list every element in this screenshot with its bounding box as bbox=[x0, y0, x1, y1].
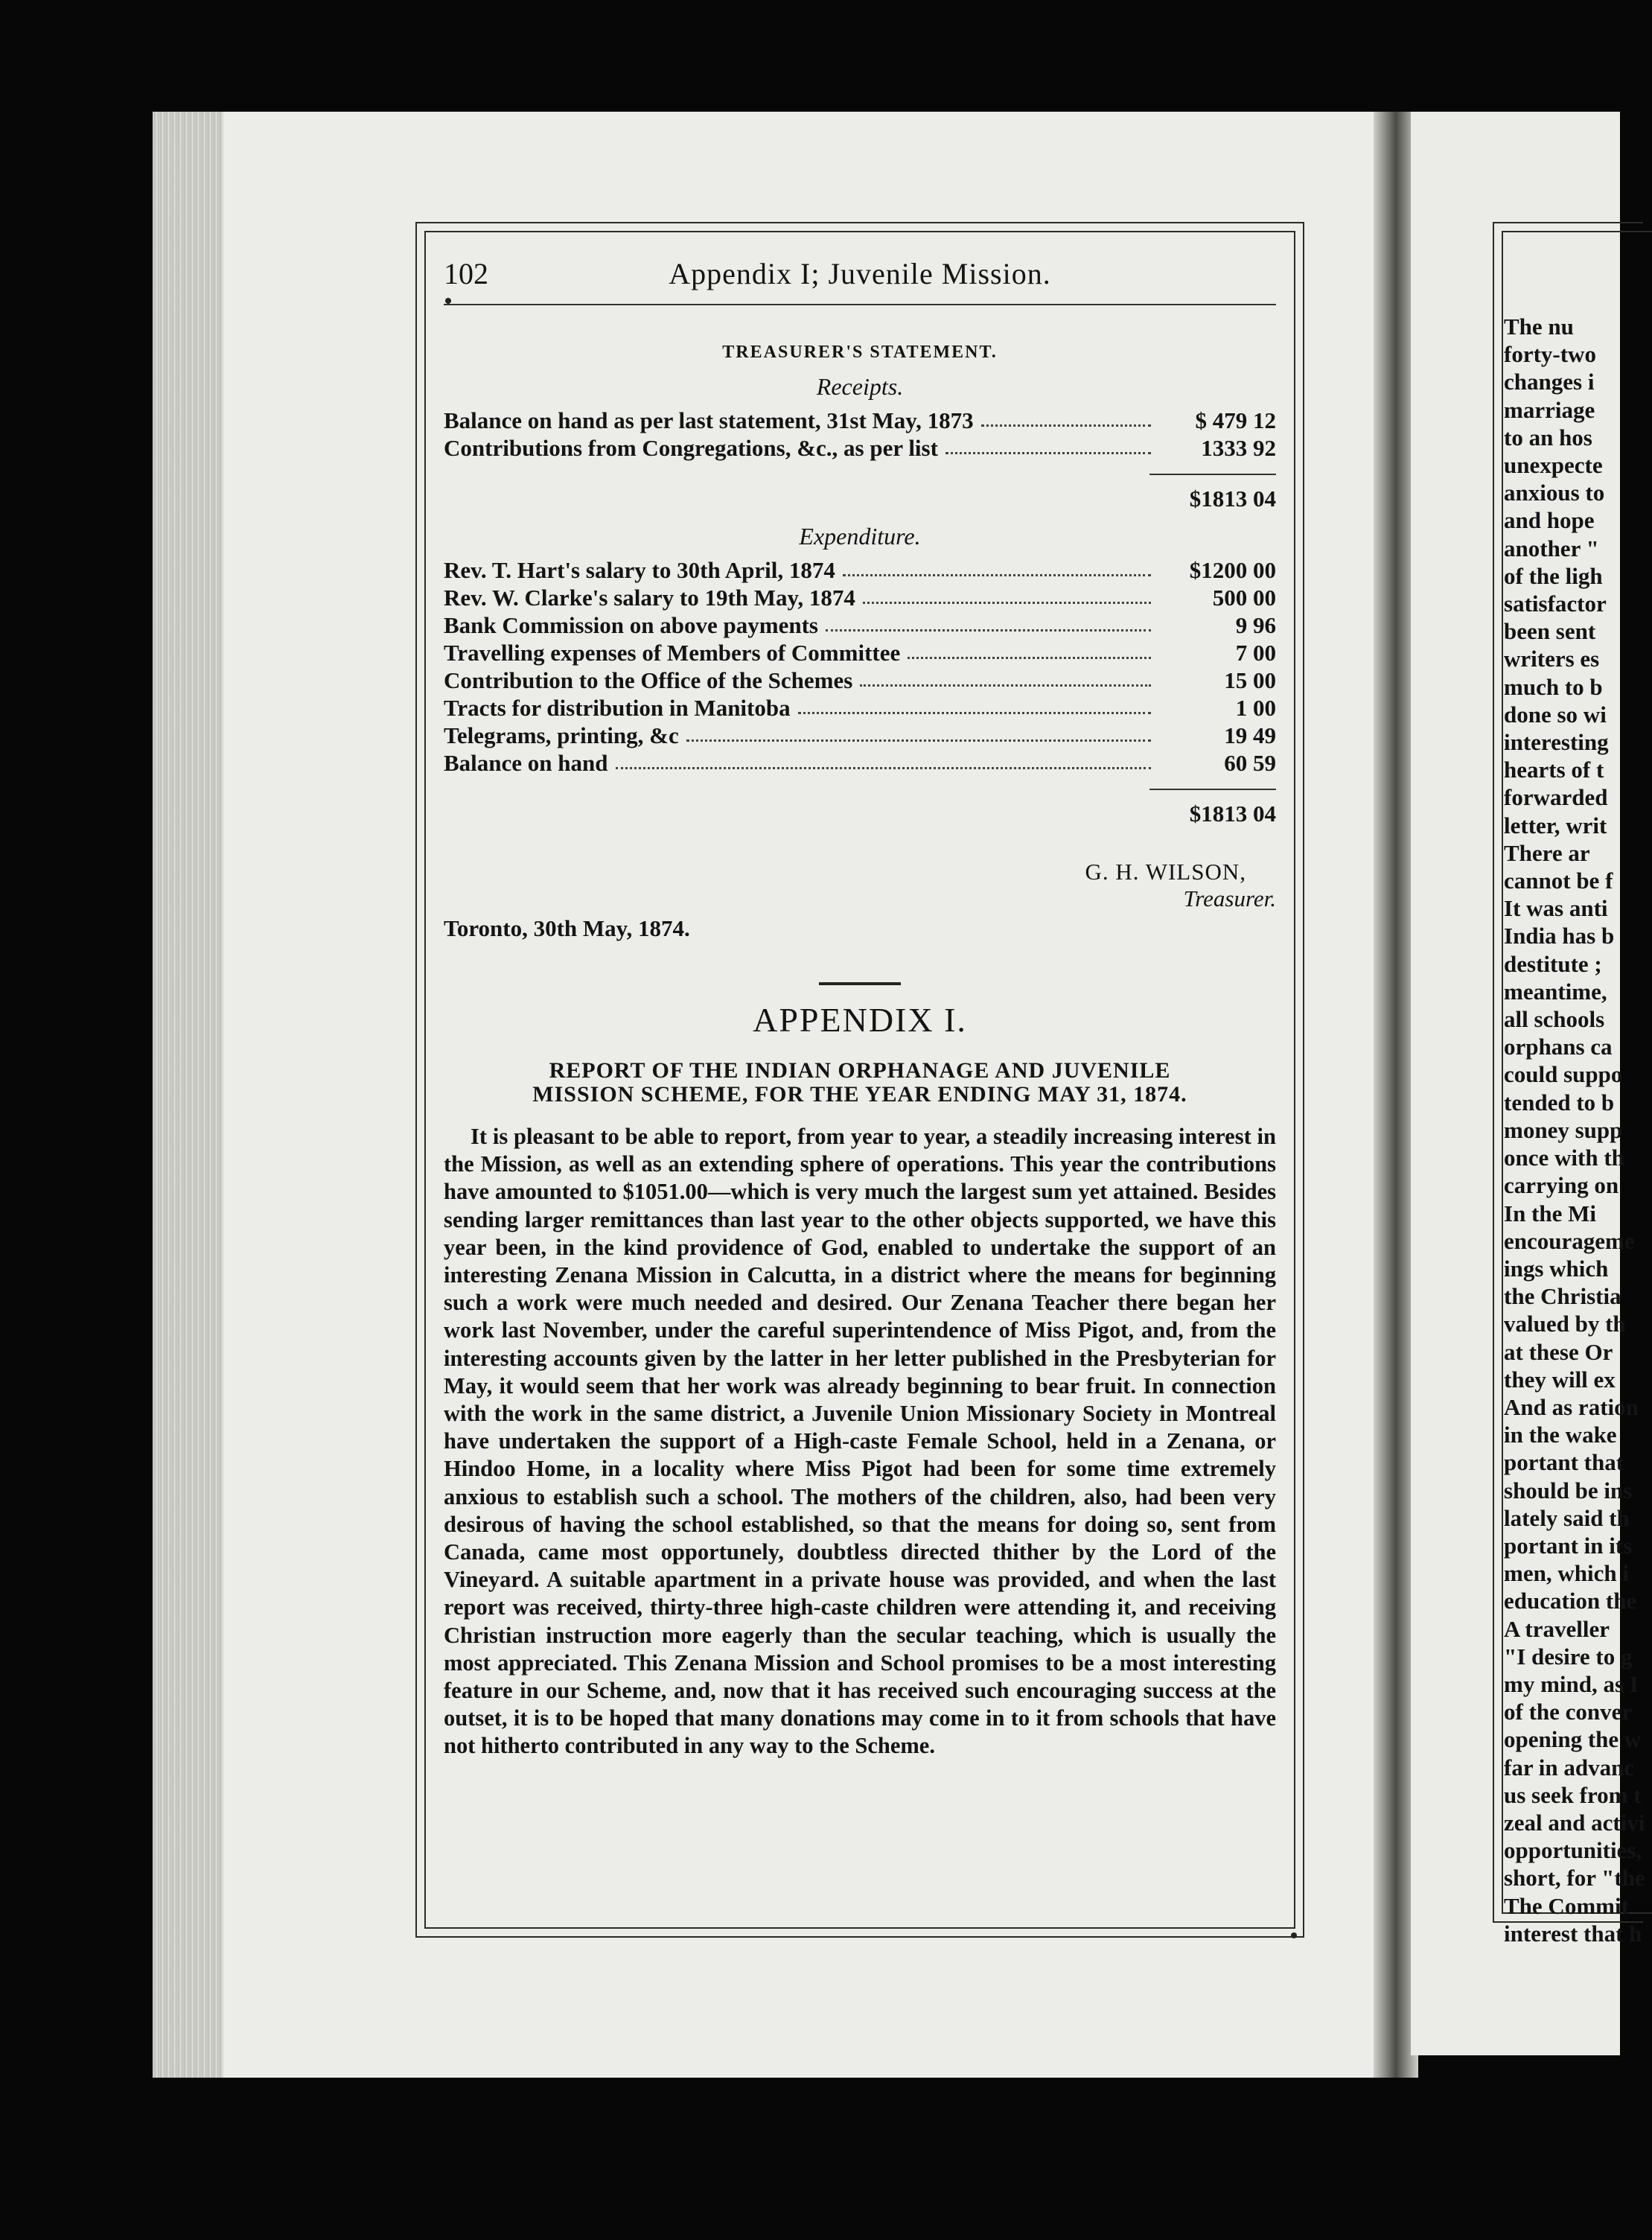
facing-page-line: the Christia bbox=[1504, 1283, 1621, 1310]
report-body: It is pleasant to be able to report, from year to year, a steadily increasing interest in the Mission, as well as an extending sphere of operations. This year the contributions have amounted to $1051.00—which is very much the largest sum yet attained. Besides sending larger remittances than last year to the other objects supported, we have this year been, in the kind providence of God, enabled to undertake the support of an interesting Zenana Mission in Calcutta, in a district where the means for beginning such a work were much needed and desired. Our Zenana Teacher there began her work last November, under the careful superintendence of Miss Pigot, and, from the interesting accounts given by the latter in her letter published in the Presbyterian for May, it would seem that her work was already beginning to bear fruit. In connection with the work in the same district, a Juvenile Union Missionary Society in Montreal have undertaken the support of a High-caste Female School, held in a Zenana, or Hindoo Home, in a locality where Miss Pigot had been for some time extremely anxious to establish such a school. The mothers of the children, also, had been very desirous of having the school established, so that the means for doing so, sent from Canada, came most opportunely, doubtless directed thither by the Lord of the Vineyard. A suitable apartment in a private house was provided, and when the last report was received, thirty-three high-caste children were attending it, and receiving Christian instruction more eagerly than the secular teaching, which is usually the most appreciated. This Zenana Mission and School promises to be a most interesting feature in our Scheme, and, now that it has received such encouraging success at the outset, it is to be hoped that many donations may come in to it from schools that have not hitherto contributed in any way to the Scheme. bbox=[444, 1124, 1276, 1759]
expenditure-row bbox=[444, 749, 1276, 777]
receipt-amount: $ 479 12 bbox=[1195, 407, 1276, 433]
expenditure-total-rule bbox=[1149, 789, 1276, 790]
expenditure-amount: 15 00 bbox=[1224, 667, 1276, 693]
facing-page-line: education the bbox=[1504, 1588, 1637, 1614]
facing-page-line: "I desire to g bbox=[1504, 1643, 1633, 1670]
statement-title: TREASURER'S STATEMENT. bbox=[722, 343, 998, 362]
facing-page-line: men, which i bbox=[1504, 1560, 1629, 1587]
report-title-line: REPORT OF THE INDIAN ORPHANAGE AND JUVENILE bbox=[549, 1058, 1171, 1083]
facing-page-line: and hope bbox=[1504, 507, 1595, 534]
facing-page-line: interest that h bbox=[1504, 1920, 1642, 1947]
expenditure-row bbox=[444, 556, 1276, 584]
facing-page-line: zeal and activi bbox=[1504, 1809, 1645, 1836]
facing-page-line: forty-two bbox=[1504, 341, 1596, 368]
facing-page-line: India has b bbox=[1504, 923, 1615, 949]
facing-page-line: encourageme bbox=[1504, 1227, 1635, 1254]
facing-page-line: at these Or bbox=[1504, 1338, 1613, 1365]
leader-dots bbox=[686, 722, 1151, 742]
expenditure-row bbox=[444, 584, 1276, 611]
facing-page-line: could suppo bbox=[1504, 1061, 1623, 1088]
facing-page-line: far in advanc bbox=[1504, 1754, 1635, 1781]
section-divider bbox=[819, 982, 901, 985]
facing-page-line: carrying on bbox=[1504, 1172, 1619, 1199]
facing-page-line: valued by th bbox=[1504, 1311, 1626, 1337]
facing-page-line: satisfactor bbox=[1504, 591, 1607, 617]
expenditure-amount: 1 00 bbox=[1235, 695, 1276, 721]
facing-page-line: The Commit bbox=[1504, 1892, 1629, 1919]
receipts-heading: Receipts. bbox=[816, 373, 904, 400]
facing-page-line: changes i bbox=[1504, 369, 1595, 395]
leader-dots bbox=[860, 666, 1151, 687]
leader-dots bbox=[826, 611, 1151, 631]
receipts-total: $1813 04 bbox=[1189, 486, 1276, 512]
page-number: 102 bbox=[444, 257, 488, 290]
facing-page-line: letter, writ bbox=[1504, 812, 1607, 839]
receipt-label: Contributions from Congregations, &c., as per list bbox=[444, 435, 938, 461]
expenditure-label: Rev. W. Clarke's salary to 19th May, 1874 bbox=[444, 585, 855, 611]
page-header bbox=[444, 246, 1276, 298]
facing-page-line: opening the w bbox=[1504, 1726, 1642, 1753]
facing-page-line: all schools bbox=[1504, 1006, 1605, 1033]
expenditure-row bbox=[444, 666, 1276, 694]
leader-dots bbox=[843, 556, 1151, 576]
report-title-line: MISSION SCHEME, FOR THE YEAR ENDING MAY 31, 1874. bbox=[532, 1082, 1187, 1107]
facing-page-line: of the ligh bbox=[1504, 562, 1603, 589]
expenditure-amount: 500 00 bbox=[1212, 585, 1276, 611]
facing-page-line: lately said th bbox=[1504, 1504, 1630, 1531]
leader-dots bbox=[945, 434, 1151, 454]
left-page-content bbox=[444, 246, 1276, 1760]
expenditure-label: Tracts for distribution in Manitoba bbox=[444, 695, 791, 721]
facing-page-line: The nu bbox=[1504, 314, 1574, 340]
expenditure-amount: 7 00 bbox=[1235, 640, 1276, 666]
facing-page-line: done so wi bbox=[1504, 701, 1607, 728]
facing-page-line: hearts of t bbox=[1504, 757, 1604, 783]
signer-title: Treasurer. bbox=[1183, 885, 1276, 911]
expenditure-amount: 19 49 bbox=[1224, 722, 1276, 748]
header-rule bbox=[444, 304, 1276, 305]
facing-page-line: portant that bbox=[1504, 1449, 1624, 1476]
facing-page-line: unexpecte bbox=[1504, 452, 1603, 479]
facing-page-line: should be ins bbox=[1504, 1477, 1633, 1504]
facing-page-line: opportunities, bbox=[1504, 1837, 1642, 1864]
facing-page-line: And as ration bbox=[1504, 1393, 1639, 1420]
print-speck bbox=[445, 298, 451, 304]
appendix-heading: APPENDIX I. bbox=[753, 1001, 967, 1039]
facing-page-line: us seek from t bbox=[1504, 1781, 1642, 1808]
expenditure-label: Travelling expenses of Members of Committee bbox=[444, 640, 901, 666]
facing-page-line: ings which bbox=[1504, 1255, 1609, 1282]
facing-page-line: orphans ca bbox=[1504, 1034, 1613, 1060]
print-speck bbox=[1291, 1932, 1297, 1938]
expenditure-total: $1813 04 bbox=[1189, 801, 1276, 827]
facing-page-line: anxious to bbox=[1504, 480, 1605, 506]
running-head: Appendix I; Juvenile Mission. bbox=[669, 257, 1051, 290]
leader-dots bbox=[616, 749, 1151, 769]
expenditure-amount: $1200 00 bbox=[1189, 557, 1276, 583]
facing-page-line: cannot be f bbox=[1504, 868, 1613, 894]
signer-name: G. H. WILSON, bbox=[1085, 859, 1246, 885]
leader-dots bbox=[981, 407, 1151, 427]
expenditure-label: Balance on hand bbox=[444, 750, 608, 776]
expenditure-row bbox=[444, 611, 1276, 639]
facing-page-line: A traveller bbox=[1504, 1615, 1610, 1642]
facing-page-line: to an hos bbox=[1504, 424, 1592, 451]
facing-page-line: been sent bbox=[1504, 618, 1596, 645]
report-title bbox=[444, 1059, 1276, 1107]
expenditure-list bbox=[444, 556, 1276, 777]
facing-page-text bbox=[1504, 313, 1645, 1947]
facing-page-line: interesting bbox=[1504, 729, 1609, 756]
expenditure-label: Telegrams, printing, &c bbox=[444, 722, 679, 748]
facing-page-line: tended to b bbox=[1504, 1089, 1615, 1116]
facing-page-line: in the wake bbox=[1504, 1422, 1617, 1448]
place-date: Toronto, 30th May, 1874. bbox=[444, 915, 690, 941]
facing-page-line: destitute ; bbox=[1504, 950, 1602, 977]
receipts-list bbox=[444, 407, 1276, 462]
expenditure-amount: 60 59 bbox=[1224, 750, 1276, 776]
receipt-label: Balance on hand as per last statement, 31st May, 1873 bbox=[444, 407, 974, 433]
facing-page-line: meantime, bbox=[1504, 978, 1607, 1005]
facing-page-line: There ar bbox=[1504, 839, 1590, 866]
receipts-total-rule bbox=[1149, 474, 1276, 475]
facing-page-line: they will ex bbox=[1504, 1366, 1616, 1393]
facing-page-line: forwarded bbox=[1504, 784, 1608, 811]
facing-page-line: portant in its bbox=[1504, 1532, 1633, 1559]
receipt-row bbox=[444, 407, 1276, 434]
facing-page-line: marriage bbox=[1504, 396, 1595, 423]
facing-page-line: another " bbox=[1504, 535, 1599, 561]
facing-page-line: my mind, as I bbox=[1504, 1670, 1639, 1697]
facing-page-line: money supp bbox=[1504, 1116, 1623, 1143]
facing-page-line: It was anti bbox=[1504, 895, 1608, 922]
receipt-amount: 1333 92 bbox=[1201, 435, 1276, 461]
expenditure-row bbox=[444, 639, 1276, 666]
facing-page-line: once with th bbox=[1504, 1145, 1624, 1171]
expenditure-amount: 9 96 bbox=[1235, 612, 1276, 638]
facing-page-line: In the Mi bbox=[1504, 1200, 1596, 1226]
expenditure-label: Contribution to the Office of the Schemes bbox=[444, 667, 853, 693]
leader-dots bbox=[863, 584, 1151, 604]
expenditure-label: Rev. T. Hart's salary to 30th April, 1874 bbox=[444, 557, 835, 583]
expenditure-row bbox=[444, 722, 1276, 749]
leader-dots bbox=[908, 639, 1151, 659]
receipt-row bbox=[444, 434, 1276, 462]
leader-dots bbox=[798, 694, 1151, 714]
facing-page-line: short, for "the bbox=[1504, 1865, 1645, 1891]
facing-page-line: writers es bbox=[1504, 646, 1600, 672]
facing-page-line: of the conver bbox=[1504, 1699, 1633, 1725]
expenditure-row bbox=[444, 694, 1276, 722]
facing-page-line: much to b bbox=[1504, 673, 1603, 700]
expenditure-heading: Expenditure. bbox=[799, 523, 921, 550]
expenditure-label: Bank Commission on above payments bbox=[444, 612, 818, 638]
